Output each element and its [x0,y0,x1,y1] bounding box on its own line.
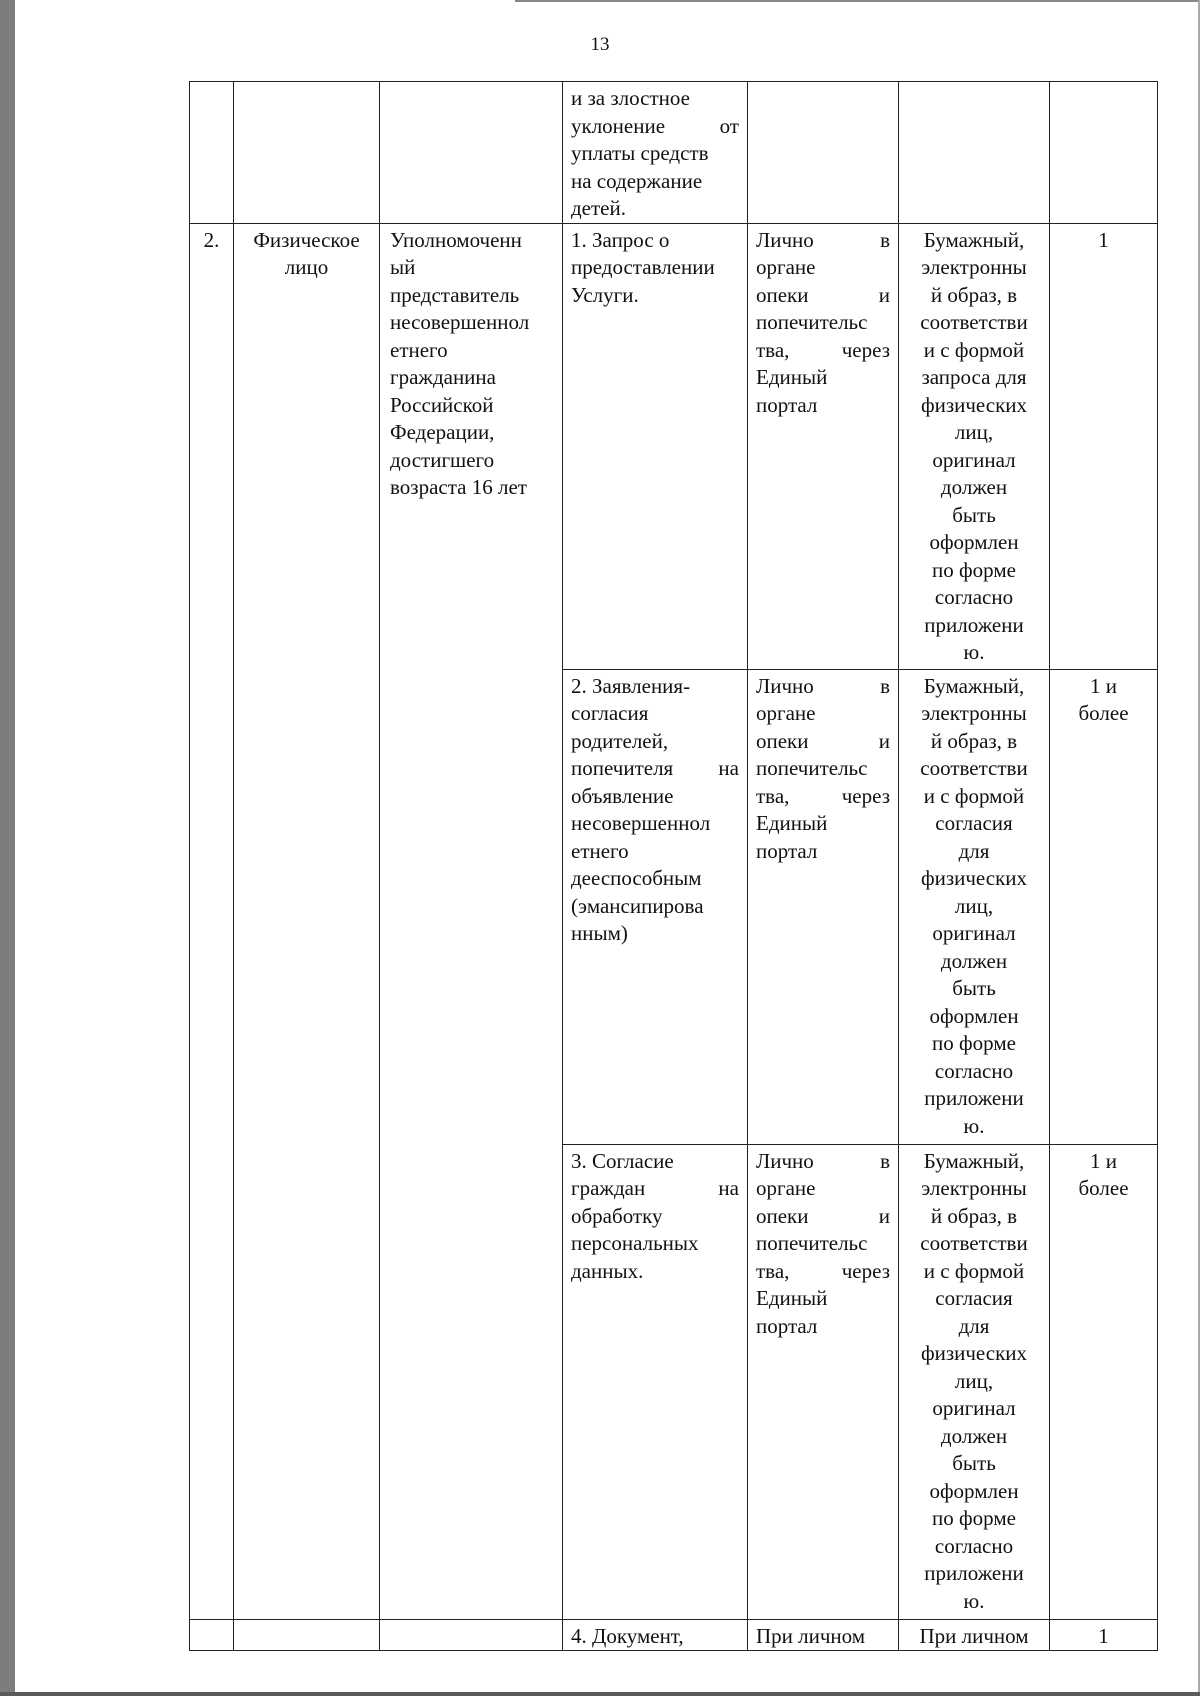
text-line: ю. [963,640,985,664]
text-line: оформлен [929,1478,1019,1503]
text-line: физических [920,1341,1028,1365]
text-line: приложени [924,1561,1024,1585]
text-line: При личном [756,1623,866,1648]
text-line: для [958,838,990,863]
text-line: согласно [934,1533,1014,1558]
text-line: согласия [571,701,649,725]
text-line: быть [952,976,996,1000]
text-line: детей. [571,196,626,220]
submission-method [748,223,899,669]
text-line: и с формой [923,337,1025,362]
text-line: уплаты средств [571,141,709,165]
text-line: Единый [756,365,828,389]
text-line: предоставлении [571,255,715,279]
text-line: 1 [1098,1623,1109,1648]
text-line: согласно [934,1058,1014,1083]
text-line: портал [756,1313,818,1338]
text-line: попечительс [756,756,868,780]
text-line: согласия [935,1286,1013,1310]
text-line: й образ, в [930,282,1018,307]
text-line: и с формой [923,783,1025,808]
text-line: 2. Заявления- [571,673,691,698]
text-line: более [1078,1176,1129,1200]
text-line: лиц, [954,420,994,444]
text-line: Единый [756,1286,828,1310]
scan-bottom-border [0,1692,1200,1696]
text-line: попечителя на [571,756,739,780]
cell-representative [380,82,563,224]
representative-description [380,223,563,1619]
text-line: достигшего [390,447,495,472]
cell-document [563,82,748,224]
text-line: ю. [963,1113,985,1138]
document-name [563,223,748,669]
text-line: попечительс [756,310,868,334]
text-line: соответстви [920,1231,1028,1255]
text-line: й образ, в [930,1203,1018,1228]
text-line: и с формой [923,1258,1025,1283]
continuation-row [190,82,1158,224]
text-line: Лично в [756,1148,890,1173]
text-line: ый [390,255,416,279]
document-quantity [1050,1619,1158,1651]
submission-method [748,669,899,1144]
text-line: должен [940,1423,1008,1448]
text-line: попечительс [756,1231,868,1255]
text-line: электронны [921,1176,1027,1200]
text-line: Федерации, [390,420,495,444]
text-line: родителей, [571,728,669,753]
text-line: запроса для [921,365,1027,389]
text-line: согласия [935,811,1013,835]
text-line: уклонение от [571,113,739,138]
text-line: ю. [963,1588,985,1613]
text-line: опеки и [756,1203,890,1228]
cell-form [899,82,1050,224]
text-line: оформлен [929,1003,1019,1028]
text-line: физических [920,866,1028,890]
text-line: соответстви [920,310,1028,334]
document-quantity [1050,1144,1158,1619]
text-line: 1 [1098,227,1109,252]
cell-category [234,82,380,224]
text-line: Лично в [756,673,890,698]
text-line: опеки и [756,282,890,307]
text-line: быть [952,502,996,527]
text-line: персональных [571,1231,699,1255]
text-line: быть [952,1451,996,1475]
text-line: данных. [571,1258,644,1283]
text-line: портал [756,838,818,863]
text-line: по форме [932,1031,1016,1055]
text-line: Лично в [756,227,890,252]
text-line: электронны [921,701,1027,725]
text-line: на содержание [571,168,703,193]
documents-table [189,81,1158,1651]
row-number: 2. [190,223,234,1619]
text-line: Единый [756,811,828,835]
text-line: Российской [390,392,494,417]
submission-method [748,1619,899,1651]
text-line: тва, через [756,1258,890,1283]
scan-top-edge [515,0,1200,2]
text-line: 1 и [1090,673,1117,698]
text-line: согласно [934,585,1014,609]
text-line: органе [756,701,816,725]
text-line: етнего [390,337,448,362]
text-line: приложени [924,612,1024,637]
text-line: соответстви [920,756,1028,780]
cell-method [748,82,899,224]
document-row-4 [190,1619,1158,1651]
text-line: и за злостное [571,86,690,110]
text-line: портал [756,392,818,417]
document-name [563,669,748,1144]
text-line: приложени [924,1086,1024,1110]
document-name [563,1144,748,1619]
document-name [563,1619,748,1651]
text-line: 1 и [1090,1148,1117,1173]
text-line: Уполномоченн [390,227,522,252]
text-line: лицо [284,255,329,279]
text-line: несовершеннол [571,811,711,835]
text-line: более [1078,701,1129,725]
text-line: Бумажный, [923,1148,1025,1173]
text-line: лиц, [954,1368,994,1393]
text-line: оригинал [932,921,1016,945]
text-line: нным) [571,921,628,945]
cell-number [190,82,234,224]
applicant-category [234,223,380,1619]
text-line: 1. Запрос о [571,227,670,252]
document-form [899,1144,1050,1619]
text-line: гражданина [390,365,496,389]
text-line: представитель [390,282,520,307]
text-line: й образ, в [930,728,1018,753]
text-line: Бумажный, [923,227,1025,252]
cell-number [190,1619,234,1651]
text-line: органе [756,1176,816,1200]
text-line: оригинал [932,447,1016,472]
document-form [899,669,1050,1144]
text-line: несовершеннол [390,310,530,334]
text-line: обработку [571,1203,663,1228]
text-line: Физическое [253,227,360,252]
text-line: оригинал [932,1396,1016,1420]
cell-representative [380,1619,563,1651]
submission-method [748,1144,899,1619]
text-line: оформлен [929,530,1019,554]
text-line: лиц, [954,893,994,918]
text-line: граждан на [571,1176,739,1200]
text-line: При личном [919,1623,1029,1648]
cell-quantity [1050,82,1158,224]
document-row-1 [190,223,1158,669]
document-form [899,223,1050,669]
text-line: етнего [571,838,629,863]
text-line: по форме [932,1506,1016,1530]
page-number: 13 [590,34,610,55]
text-line: по форме [932,557,1016,582]
scan-left-border [0,0,15,1696]
document-quantity [1050,669,1158,1144]
text-line: Бумажный, [923,673,1025,698]
document-form [899,1619,1050,1651]
text-line: должен [940,475,1008,499]
text-line: должен [940,948,1008,973]
text-line: объявление [571,783,674,808]
document-quantity [1050,223,1158,669]
text-line: электронны [921,255,1027,279]
text-line: тва, через [756,337,890,362]
text-line: тва, через [756,783,890,808]
text-line: для [958,1313,990,1338]
text-line: (эмансипирова [571,893,704,918]
cell-category [234,1619,380,1651]
text-line: физических [920,392,1028,417]
text-line: дееспособным [571,866,702,890]
text-line: опеки и [756,728,890,753]
text-line: 3. Согласие [571,1148,674,1173]
text-line: органе [756,255,816,279]
text-line: возраста 16 лет [390,475,527,499]
text-line: 4. Документ, [571,1623,684,1648]
text-line: Услуги. [571,282,639,307]
